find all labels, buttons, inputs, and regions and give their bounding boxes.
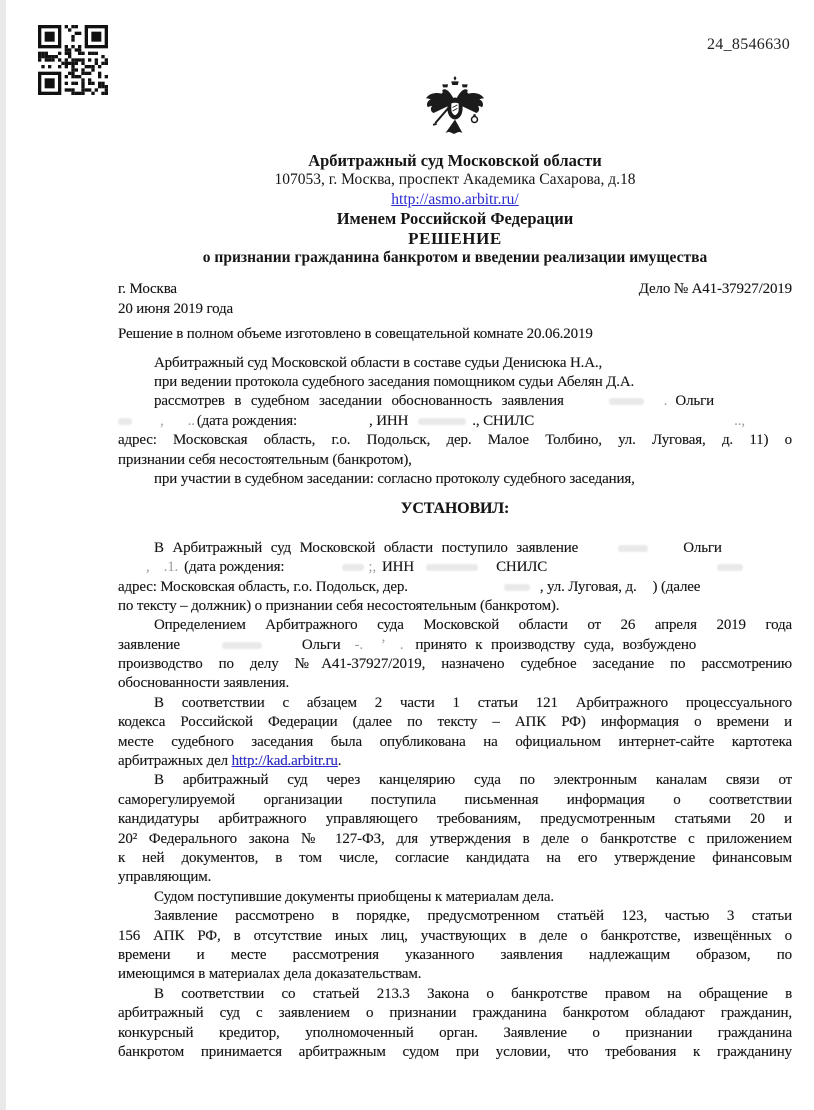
text-segment: ) (далее <box>652 578 701 595</box>
text-segment: адрес: Московская область, г.о. Подольск, дер. <box>118 578 408 595</box>
text-segment: кандидатуры арбитражного управляющего требованиям, предусмотренным статьями 20 и <box>118 811 792 828</box>
document-content <box>118 0 792 1062</box>
text-segment: В Арбитражный суд Московской области поступило заявление <box>154 539 579 556</box>
text-segment: В соответствии с абзацем 2 части 1 статьи 121 Арбитражного процессуального <box>154 694 792 711</box>
text-segment: 20 июня 2019 года <box>118 300 233 317</box>
text-segment: месте судебного заседания была опубликована на официальном интернет-сайте картотека <box>118 733 792 750</box>
text-segment: Ольги <box>675 393 714 410</box>
text-segment: обоснованности заявления. <box>118 675 290 692</box>
text-segment: при ведении протокола судебного заседания помощником судьи Абелян Д.А. <box>154 374 635 390</box>
court-website-line <box>118 190 792 209</box>
text-line <box>118 713 792 732</box>
redaction-smudge <box>504 584 530 591</box>
text-line <box>118 868 792 887</box>
text-line <box>118 470 792 489</box>
text-segment: конкурсный кредитор, уполномоченный орган. Заявление о признании гражданина <box>118 1024 792 1041</box>
text-segment: ., СНИЛС <box>472 412 535 429</box>
text-segment: (дата рождения: <box>196 412 298 429</box>
redaction-smudge <box>222 642 262 649</box>
text-line <box>118 888 792 907</box>
text-line <box>118 733 792 752</box>
city-and-case-line <box>118 280 792 299</box>
judge-line <box>118 354 792 373</box>
text-line <box>118 539 792 558</box>
faint-redaction-remnant: -. <box>354 636 363 653</box>
redaction-smudge <box>609 398 644 405</box>
clerk-line <box>118 373 792 392</box>
in-name-of-line: Именем Российской Федерации <box>336 209 574 229</box>
text-line <box>118 1024 792 1043</box>
text-segment: адрес: Московская область, г.о. Подольск, дер. Малое Толбино, ул. Луговая, д. 11) о <box>118 432 792 449</box>
text-segment: к ней документов, в том числе, согласие кандидата на его утверждение финансовым <box>118 849 792 866</box>
court-name: Арбитражный суд Московской области <box>308 151 602 170</box>
text-segment: В соответствии со статьей 213.3 Закона о банкротстве правом на обращение в <box>154 985 792 1002</box>
faint-redaction-remnant: ;, <box>368 559 376 576</box>
kad-link-line <box>118 752 792 771</box>
decision-subject: о признании гражданина банкротом и введении реализации имущества <box>202 249 708 267</box>
text-segment: 20² Федерального закона № 127-ФЗ, для утверждения в деле о банкротстве с приложением <box>118 830 792 847</box>
text-segment: при участии в судебном заседании: согласно протоколу судебного заседания, <box>154 470 635 487</box>
document-lines <box>118 280 792 1062</box>
text-line <box>118 412 792 431</box>
text-line <box>118 558 792 577</box>
text-segment: Ольги <box>683 539 722 556</box>
text-segment: Определением Арбитражного суда Московской области от 26 апреля 2019 года <box>154 617 792 634</box>
text-segment: рассмотрев в судебном заседании обоснованность заявления <box>154 393 564 410</box>
document-id: 24_8546630 <box>707 36 790 53</box>
decision-title: РЕШЕНИЕ <box>408 228 502 248</box>
text-segment: , ИНН <box>369 412 409 429</box>
text-line <box>118 451 792 470</box>
faint-redaction-remnant: , <box>160 412 164 429</box>
text-segment: банкротом принимается арбитражным судом при условии, что требования к гражданину <box>118 1043 792 1060</box>
text-line <box>118 597 792 616</box>
text-segment: кодекса Российской Федерации (далее по тексту – АПК РФ) информация о времени и <box>118 714 792 731</box>
court-address: 107053, г. Москва, проспект Академика Сахарова, д.18 <box>274 171 636 189</box>
text-segment: В арбитражный суд через канцелярию суда по электронным каналам связи от <box>154 772 792 789</box>
text-segment: Судом поступившие документы приобщены к материалам дела. <box>154 888 555 905</box>
text-segment: признании себя несостоятельным (банкротом), <box>118 451 412 468</box>
text-line <box>118 1043 792 1062</box>
redaction-smudge <box>717 564 743 571</box>
text-segment: имеющимся в материалах дела доказательствам. <box>118 966 422 983</box>
faint-redaction-remnant: ’ <box>380 636 386 653</box>
text-line <box>118 830 792 849</box>
text-segment: . <box>337 753 342 770</box>
faint-redaction-remnant: . <box>663 393 668 410</box>
redaction-smudge <box>118 418 132 425</box>
faint-redaction-remnant: , <box>146 559 150 576</box>
text-line <box>118 636 792 655</box>
text-line <box>118 674 792 693</box>
case-number: Дело № А41-37927/2019 <box>638 281 792 298</box>
text-segment: по тексту – должник) о признании себя несостоятельным (банкротом). <box>118 597 560 614</box>
full-text-note <box>118 325 792 344</box>
russian-coat-of-arms-icon <box>422 75 488 147</box>
scan-edge-strip <box>0 0 6 1110</box>
text-line <box>118 907 792 926</box>
text-segment: принято к производству суда, возбуждено <box>415 636 697 653</box>
redaction-smudge <box>618 545 648 552</box>
redaction-smudge <box>418 418 466 425</box>
text-line <box>118 810 792 829</box>
text-segment: УСТАНОВИЛ: <box>400 500 510 518</box>
text-segment: Решение в полном объеме изготовлено в совещательной комнате 20.06.2019 <box>118 326 593 343</box>
text-segment: , ул. Луговая, д. <box>539 578 637 595</box>
text-line <box>118 616 792 635</box>
text-segment: арбитражных дел <box>118 753 232 770</box>
text-segment: заявление <box>118 636 180 653</box>
ustanovil-heading <box>118 499 792 518</box>
text-segment: 156 АПК РФ, в отсутствие иных лиц, участвующих в деле о банкротстве, извещённых о <box>118 927 792 944</box>
text-line <box>118 771 792 790</box>
text-segment: Арбитражный суд Московской области в составе судьи Денисюка Н.А., <box>154 354 603 371</box>
text-segment: управляющим. <box>118 869 212 886</box>
text-line <box>118 791 792 810</box>
text-line <box>118 946 792 965</box>
text-segment: ИНН <box>382 559 415 576</box>
text-line <box>118 578 792 597</box>
text-segment: производство по делу №А41-37927/2019, назначено судебное заседание по рассмотрению <box>118 656 792 673</box>
text-segment: Ольги <box>301 636 341 653</box>
text-line <box>118 849 792 868</box>
court-website-link[interactable]: http://asmo.arbitr.ru/ <box>391 190 519 208</box>
date-line <box>118 300 792 319</box>
redaction-smudge <box>342 564 364 571</box>
text-line <box>118 1004 792 1023</box>
text-line <box>118 965 792 984</box>
text-segment: саморегулируемой организации поступила письменная информация о соответствии <box>118 791 792 808</box>
faint-redaction-remnant: .. <box>187 412 195 429</box>
place-label: г. Москва <box>118 281 177 298</box>
faint-redaction-remnant: .., <box>734 412 745 429</box>
faint-redaction-remnant: . <box>399 636 404 653</box>
text-line <box>118 985 792 1004</box>
text-line <box>118 392 792 411</box>
text-line <box>118 927 792 946</box>
text-segment: (дата рождения: <box>184 559 285 576</box>
text-segment: арбитражный суд с заявлением о признании гражданина банкротом обладают гражданин, <box>118 1005 792 1022</box>
kad-arbitr-link[interactable]: http://kad.arbitr.ru <box>231 753 338 770</box>
text-segment: СНИЛС <box>496 559 548 576</box>
faint-redaction-remnant: .1. <box>163 559 179 576</box>
text-line <box>118 655 792 674</box>
text-line <box>118 431 792 450</box>
redaction-smudge <box>426 564 478 571</box>
text-line <box>118 694 792 713</box>
qr-code-icon <box>38 25 108 95</box>
text-segment: времени и месте рассмотрения указанного заявления надлежащим образом, по <box>118 946 792 963</box>
text-segment: Заявление рассмотрено в порядке, предусмотренном статьёй 123, частью 3 статьи <box>154 908 792 925</box>
